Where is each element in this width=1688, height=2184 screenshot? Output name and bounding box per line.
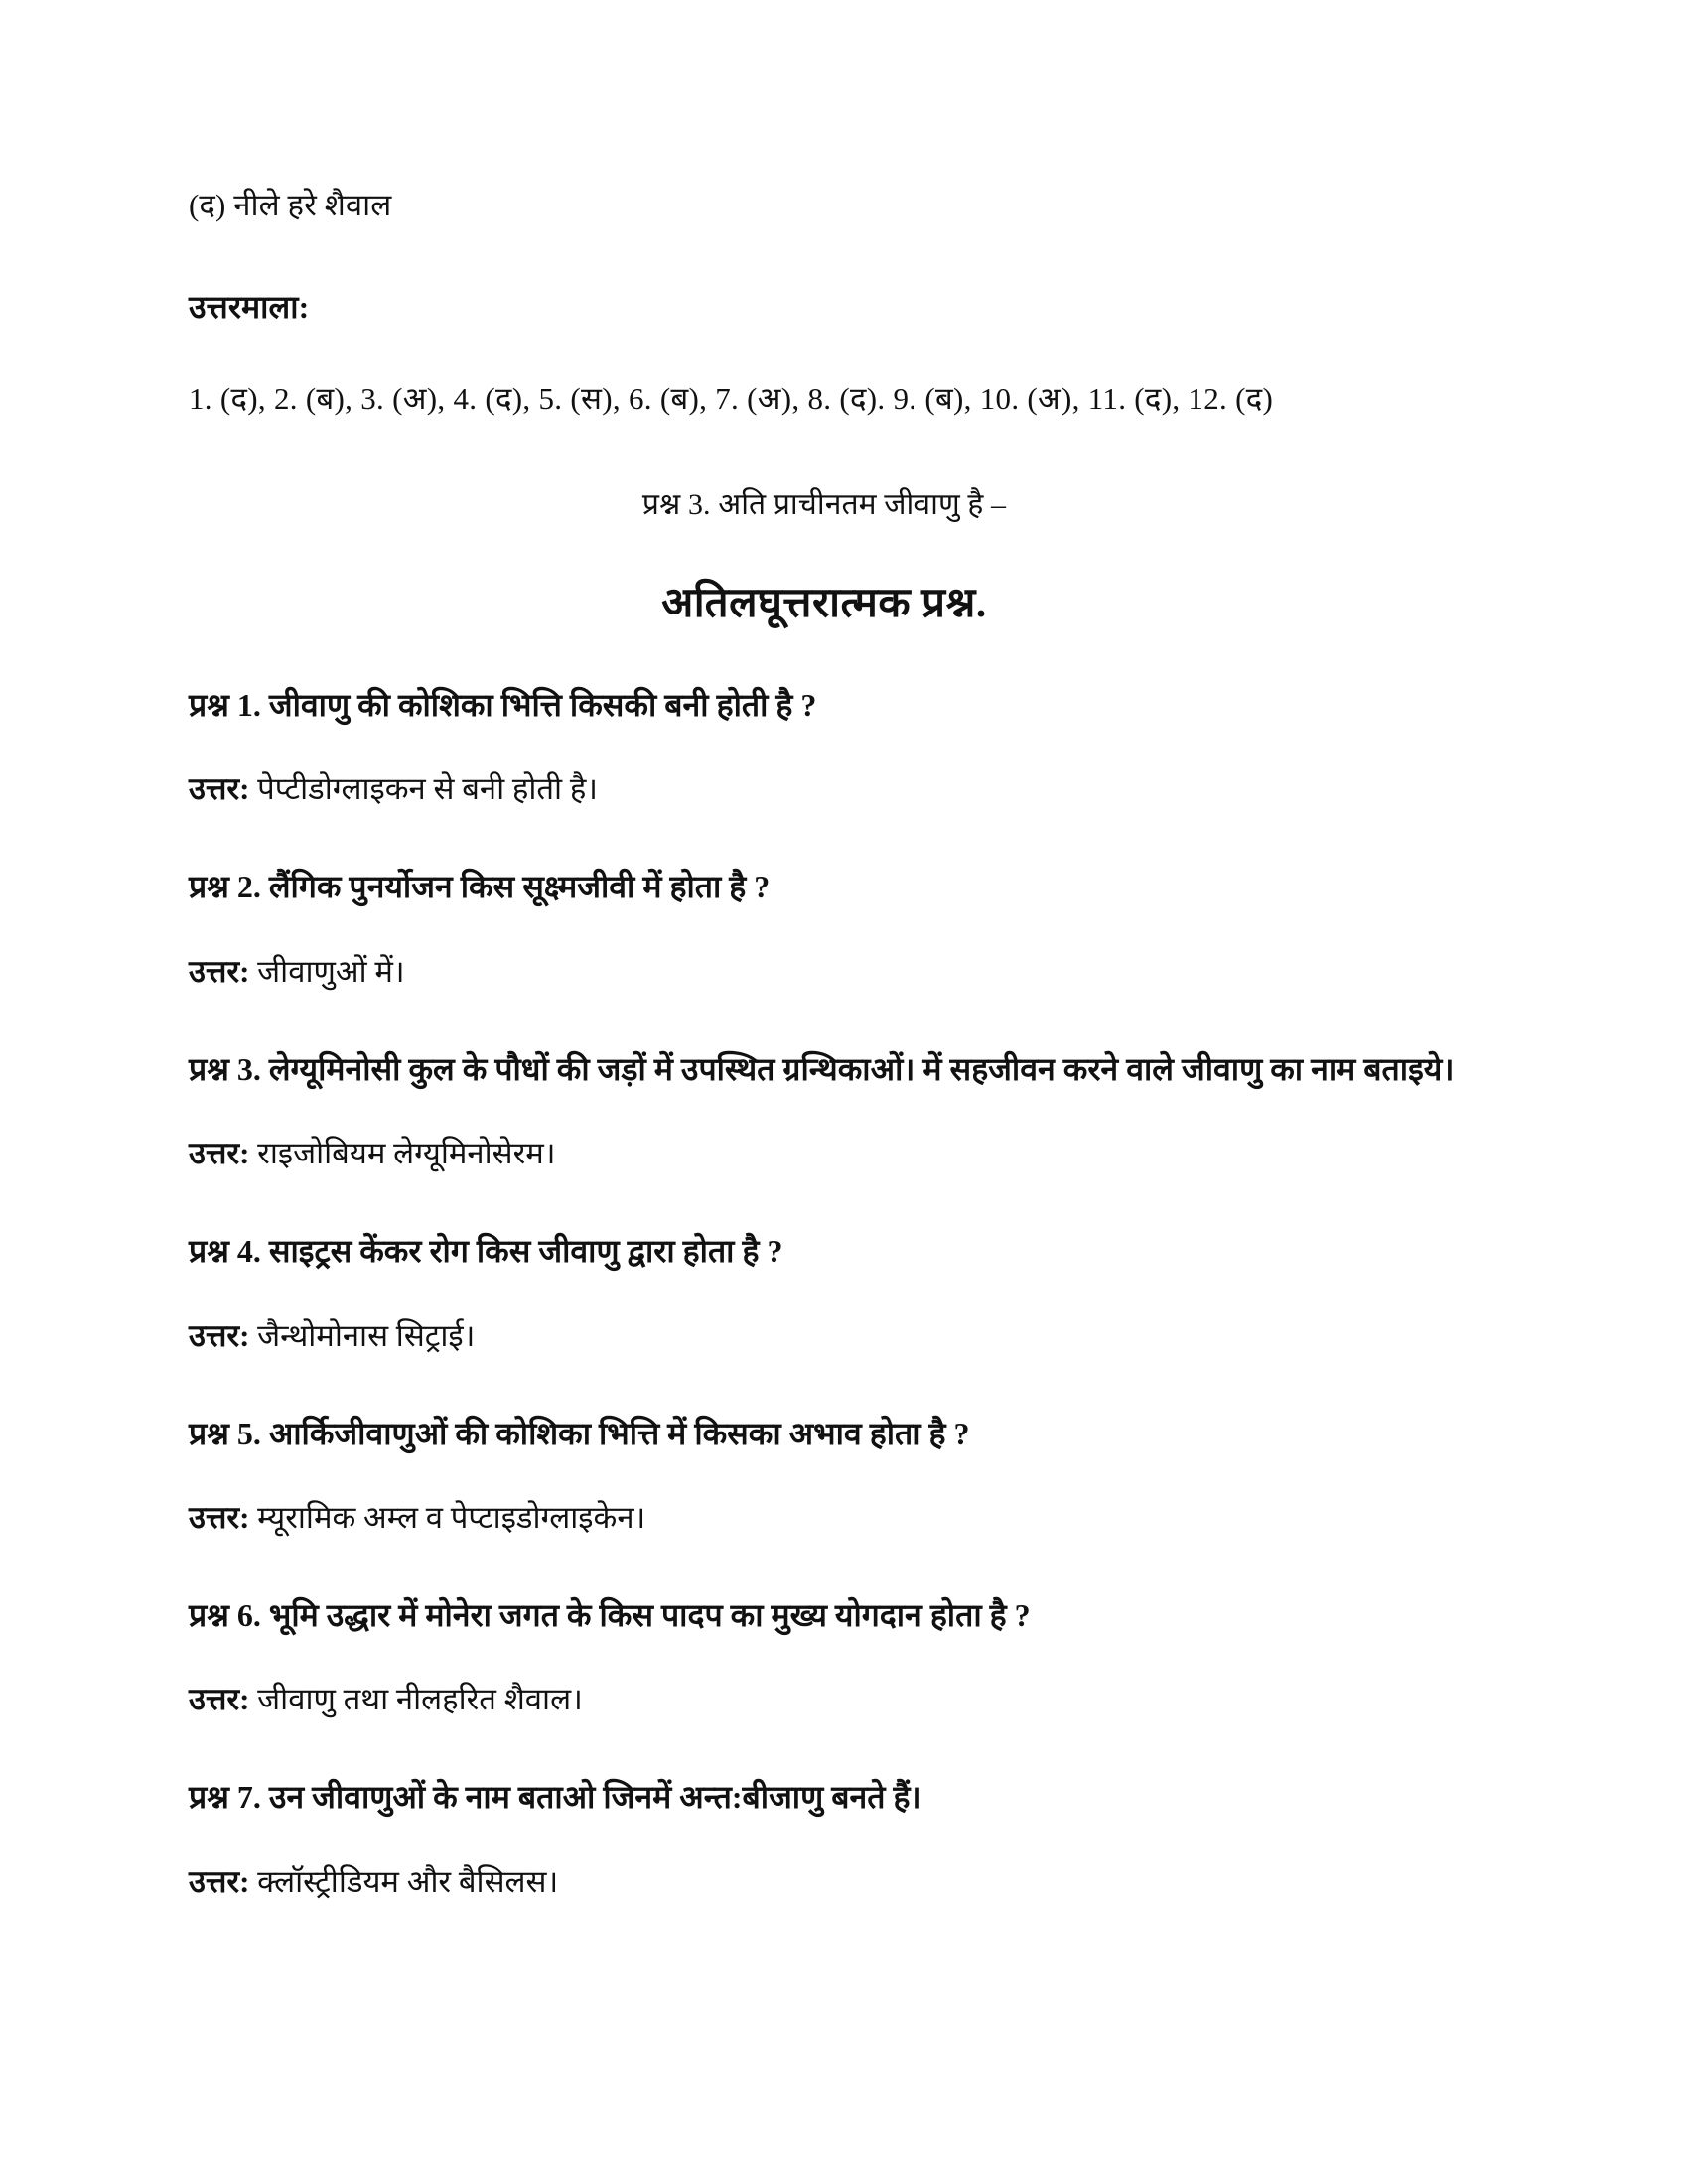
answer-text: जैन्थोमोनास सिट्राई।	[257, 1317, 476, 1353]
answer-row	[189, 1314, 1460, 1358]
qa-block	[189, 1412, 1460, 1540]
question-text: प्रश्न 5. आर्किजीवाणुओं की कोशिका भित्ति में किसका अभाव होता है ?	[189, 1415, 970, 1451]
qa-block	[189, 1593, 1460, 1721]
answer-label: उत्तर:	[189, 1317, 250, 1353]
answer-row	[189, 1860, 1460, 1904]
answer-key-label: उत्तरमाला:	[189, 288, 310, 325]
answer-key-list: 1. (द), 2. (ब), 3. (अ), 4. (द), 5. (स), 6. (ब), 7. (अ), 8. (द). 9. (ब), 10. (अ), 11. (द), 12. (द)	[189, 381, 1274, 417]
answer-text: म्यूरामिक अम्ल व पेप्टाइडोग्लाइकेन।	[257, 1500, 646, 1536]
answer-text: क्लॉस्ट्रीडियम और बैसिलस।	[257, 1863, 559, 1899]
answer-row	[189, 767, 1460, 811]
option-line-d: (द) नीले हरे शैवाल	[189, 188, 392, 222]
centered-question-3: प्रश्न 3. अति प्राचीनतम जीवाणु है –	[641, 488, 1007, 522]
answer-label: उत्तर:	[189, 953, 250, 989]
answer-text: जीवाणुओं में।	[257, 953, 405, 989]
answer-label: उत्तर:	[189, 1863, 250, 1899]
section-heading: अतिलघूत्तरात्मक प्रश्न.	[661, 580, 987, 626]
qa-block	[189, 865, 1460, 993]
answer-label: उत्तर:	[189, 1500, 250, 1536]
answer-text: पेप्टीडोग्लाइकन से बनी होती है।	[257, 771, 599, 807]
question-text: प्रश्न 1. जीवाणु की कोशिका भित्ति किसकी बनी होती है ?	[189, 686, 817, 723]
answer-label: उत्तर:	[189, 1682, 250, 1717]
question-text: प्रश्न 4. साइट्रस केंकर रोग किस जीवाणु द्वारा होता है ?	[189, 1233, 783, 1270]
answer-row	[189, 1678, 1460, 1721]
qa-block	[189, 683, 1460, 811]
question-text: प्रश्न 2. लैंगिक पुनर्योजन किस सूक्ष्मजीवी में होता है ?	[189, 869, 771, 905]
qa-block	[189, 1775, 1460, 1903]
answer-row	[189, 950, 1460, 994]
answer-row	[189, 1132, 1460, 1175]
answer-label: उत्तर:	[189, 771, 250, 807]
answer-label: उत्तर:	[189, 1136, 250, 1171]
qa-block	[189, 1047, 1460, 1175]
answer-text: राइजोबियम लेग्यूमिनोसेरम।	[257, 1136, 556, 1171]
answer-text: जीवाणु तथा नीलहरित शैवाल।	[257, 1682, 583, 1717]
question-text: प्रश्न 7. उन जीवाणुओं के नाम बताओ जिनमें अन्त:बीजाणु बनते हैं।	[189, 1779, 922, 1816]
question-text: प्रश्न 6. भूमि उद्धार में मोनेरा जगत के किस पादप का मुख्य योगदान होता है ?	[189, 1597, 1031, 1634]
answer-row	[189, 1496, 1460, 1540]
question-text: प्रश्न 3. लेग्यूमिनोसी कुल के पौधों की जड़ों में उपस्थित ग्रन्थिकाओं। में सहजीवन करने वाले जीवाणु का नाम बताइये।	[189, 1050, 1455, 1087]
qa-block	[189, 1229, 1460, 1357]
